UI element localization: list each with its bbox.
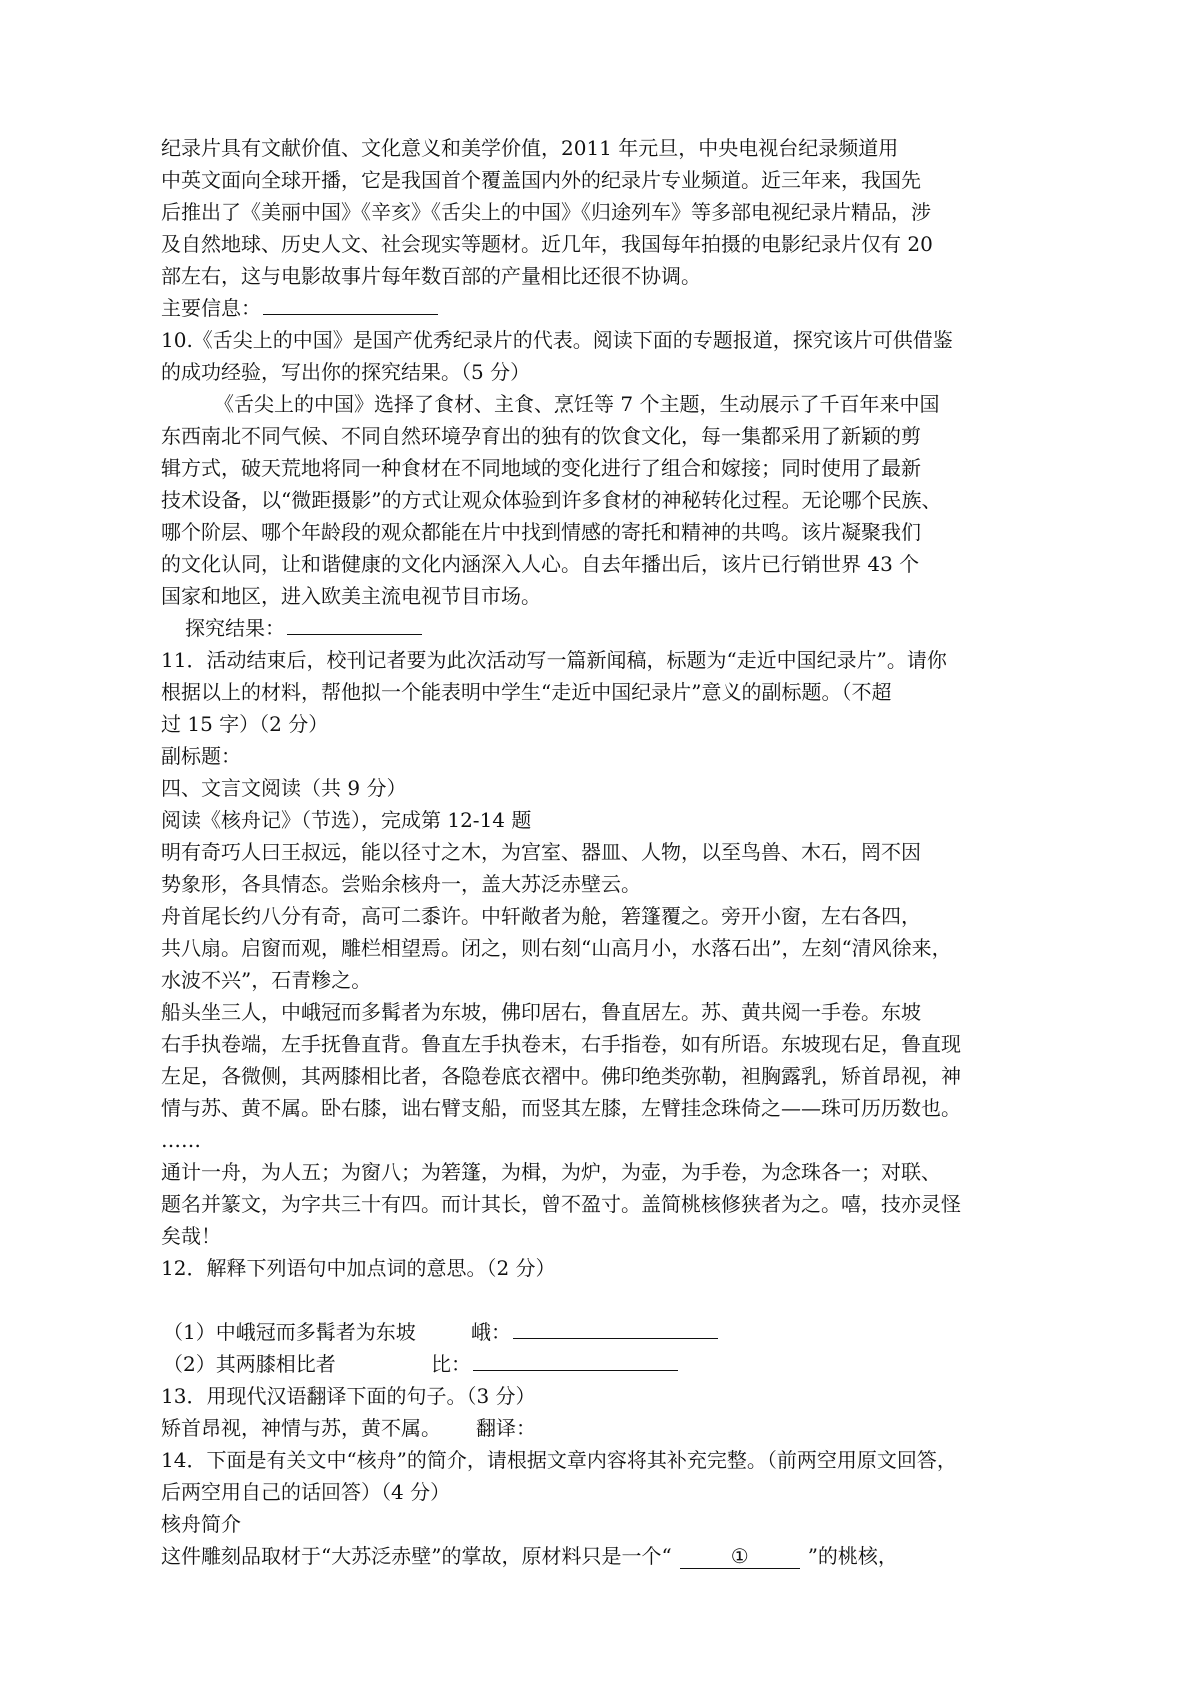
classical-line: 明有奇巧人曰王叔远，能以径寸之木，为宫室、器皿、人物，以至鸟兽、木石，罔不因 xyxy=(161,840,921,864)
passage-line: 部左右，这与电影故事片每年数百部的产量相比还很不协调。 xyxy=(161,264,701,288)
q14-blank-1-mark: ① xyxy=(730,1544,749,1568)
report-line: 的文化认同，让和谐健康的文化内涵深入人心。自去年播出后，该片已行销世界 43 个 xyxy=(161,552,920,576)
q12-item-2-sentence: （2）其两膝相比者 xyxy=(163,1352,336,1376)
classical-line: 共八扇。启窗而观，雕栏相望焉。闭之，则右刻“山高月小，水落石出”，左刻“清风徐来， xyxy=(161,936,952,960)
classical-line: 题名并篆文，为字共三十有四。而计其长，曾不盈寸。盖简桃核修狭者为之。嘻，技亦灵怪 xyxy=(161,1192,961,1216)
q14-stem-line: 后两空用自己的话回答）（4 分） xyxy=(161,1480,451,1504)
classical-line: 势象形，各具情态。尝贻余核舟一，盖大苏泛赤壁云。 xyxy=(161,872,641,896)
q11-stem-line: 11．活动结束后，校刊记者要为此次活动写一篇新闻稿，标题为“走近中国纪录片”。请你 xyxy=(161,648,947,672)
report-line: 国家和地区，进入欧美主流电视节目市场。 xyxy=(161,584,541,608)
q11-stem-line: 过 15 字）（2 分） xyxy=(161,712,329,736)
q13-translate-label: 翻译： xyxy=(476,1416,536,1440)
main-info-answer-blank[interactable] xyxy=(263,296,438,315)
passage-line: 及自然地球、历史人文、社会现实等题材。近几年，我国每年拍摄的电影纪录片仅有 20 xyxy=(161,232,933,256)
classical-line: 通计一舟，为人五；为窗八；为箬篷，为楫，为炉，为壶，为手卷，为念珠各一；对联、 xyxy=(161,1160,941,1184)
section-instruction: 阅读《核舟记》（节选），完成第 12-14 题 xyxy=(161,808,532,832)
q13-sentence: 矫首昂视，神情与苏，黄不属。 xyxy=(161,1416,441,1440)
report-line: 哪个阶层、哪个年龄段的观众都能在片中找到情感的寄托和精神的共鸣。该片凝聚我们 xyxy=(161,520,921,544)
main-info-label: 主要信息： xyxy=(161,296,261,320)
q14-stem-line: 14．下面是有关文中“核舟”的简介，请根据文章内容将其补充完整。（前两空用原文回答， xyxy=(161,1448,957,1472)
q12-item-1 xyxy=(163,1320,416,1344)
report-line: 辑方式，破天荒地将同一种食材在不同地域的变化进行了组合和嫁接；同时使用了最新 xyxy=(161,456,921,480)
q10-result-label: 探究结果： xyxy=(185,616,285,640)
q12-stem: 12．解释下列语句中加点词的意思。（2 分） xyxy=(161,1256,556,1280)
q12-item-2-word: 比： xyxy=(431,1352,471,1376)
main-info-row xyxy=(161,296,438,320)
classical-ellipsis: …… xyxy=(161,1128,201,1152)
q14-title: 核舟简介 xyxy=(161,1512,241,1536)
classical-line: 舟首尾长约八分有奇，高可二黍许。中轩敞者为舱，箬篷覆之。旁开小窗，左右各四， xyxy=(161,904,921,928)
classical-line: 船头坐三人，中峨冠而多髯者为东坡，佛印居右，鲁直居左。苏、黄共阅一手卷。东坡 xyxy=(161,1000,921,1024)
q12-item-1-word: 峨： xyxy=(471,1320,511,1344)
passage-line: 后推出了《美丽中国》《辛亥》《舌尖上的中国》《归途列车》等多部电视纪录片精品，涉 xyxy=(161,200,931,224)
q10-result-blank[interactable] xyxy=(287,616,422,635)
classical-line: 左足，各微侧，其两膝相比者，各隐卷底衣褶中。佛印绝类弥勒，袒胸露乳，矫首昂视，神 xyxy=(161,1064,961,1088)
q12-item-1-answer xyxy=(471,1320,718,1344)
q10-stem-line: 10.《舌尖上的中国》是国产优秀纪录片的代表。阅读下面的专题报道，探究该片可供借鉴 xyxy=(161,328,953,352)
q12-item-2-blank[interactable] xyxy=(473,1352,678,1371)
q12-item-2-answer xyxy=(431,1352,678,1376)
q14-fill-line xyxy=(161,1544,898,1569)
q11-answer-label: 副标题： xyxy=(161,744,241,768)
passage-line: 中英文面向全球开播，它是我国首个覆盖国内外的纪录片专业频道。近三年来，我国先 xyxy=(161,168,921,192)
report-line: 东西南北不同气候、不同自然环境孕育出的独有的饮食文化，每一集都采用了新颖的剪 xyxy=(161,424,921,448)
q13-stem: 13．用现代汉语翻译下面的句子。（3 分） xyxy=(161,1384,536,1408)
report-line: 技术设备，以“微距摄影”的方式让观众体验到许多食材的神秘转化过程。无论哪个民族、 xyxy=(161,488,942,512)
classical-line: 右手执卷端，左手抚鲁直背。鲁直左手执卷末，右手指卷，如有所语。东坡现右足，鲁直现 xyxy=(161,1032,961,1056)
q14-fill-after: ”的桃核， xyxy=(807,1544,898,1568)
q10-stem-line: 的成功经验，写出你的探究结果。（5 分） xyxy=(161,360,531,384)
q12-item-2 xyxy=(163,1352,336,1376)
q12-item-1-sentence: （1）中峨冠而多髯者为东坡 xyxy=(163,1320,416,1344)
passage-line: 纪录片具有文献价值、文化意义和美学价值，2011 年元旦，中央电视台纪录频道用 xyxy=(161,136,899,160)
classical-line: 矣哉！ xyxy=(161,1224,221,1248)
classical-line: 情与苏、黄不属。卧右膝，诎右臂支船，而竖其左膝，左臂挂念珠倚之——珠可历历数也。 xyxy=(161,1096,961,1120)
q14-fill-before: 这件雕刻品取材于“大苏泛赤壁”的掌故，原材料只是一个“ xyxy=(161,1544,672,1568)
classical-line: 水波不兴”，石青糁之。 xyxy=(161,968,372,992)
q10-result-row xyxy=(185,616,422,640)
section-heading: 四、文言文阅读（共 9 分） xyxy=(161,776,407,800)
q12-item-1-blank[interactable] xyxy=(513,1320,718,1339)
q11-stem-line: 根据以上的材料，帮他拟一个能表明中学生“走近中国纪录片”意义的副标题。（不超 xyxy=(161,680,892,704)
q14-blank-1[interactable] xyxy=(680,1544,800,1569)
report-line: 《舌尖上的中国》选择了食材、主食、烹饪等 7 个主题，生动展示了千百年来中国 xyxy=(214,392,940,416)
